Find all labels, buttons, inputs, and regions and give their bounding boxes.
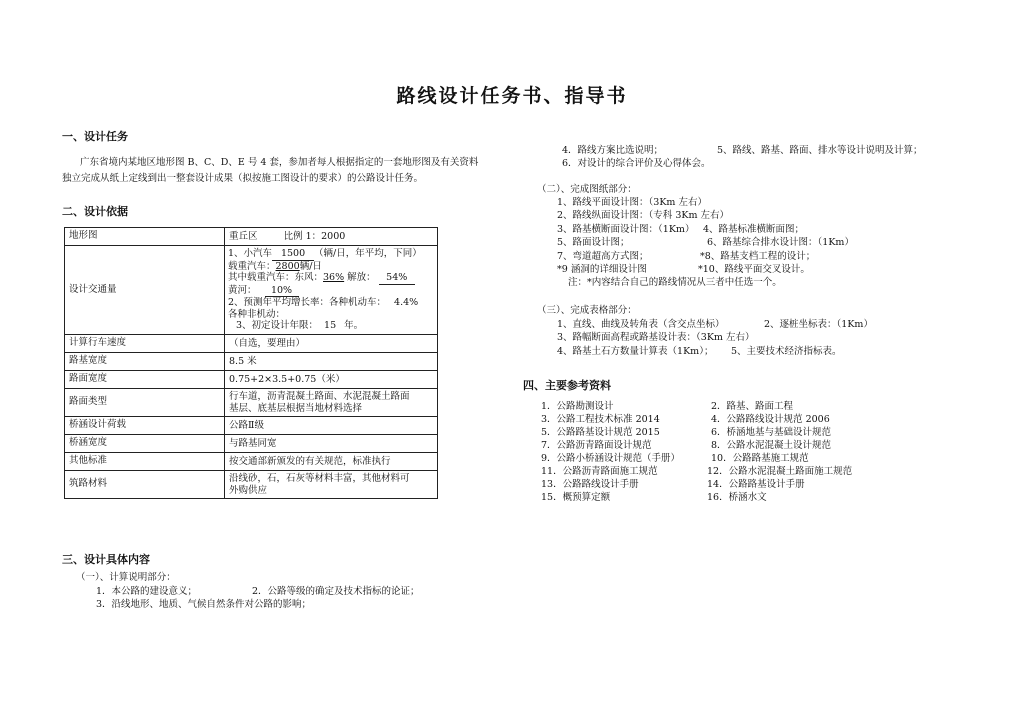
tables-part-heading: （三）、完成表格部分： xyxy=(537,305,637,316)
drawing-item: 7、弯道超高方式图； xyxy=(557,251,649,262)
truck-mix-prefix: 其中载重汽车：东风： xyxy=(228,272,324,284)
reference-item: 3．公路工程技术标准 2014 xyxy=(541,414,660,425)
drawing-item: *10、路线平面交叉设计。 xyxy=(698,264,810,275)
huanghe-share: 10% xyxy=(265,285,299,298)
section-4-heading: 四、主要参考资料 xyxy=(523,379,611,392)
calc-item-3: 3．沿线地形、地质、气候自然条件对公路的影响； xyxy=(96,599,312,610)
calc-item-4: 4．路线方案比选说明； xyxy=(562,145,664,156)
drawing-item: 3、路基横断面设计图：（1Km） xyxy=(557,224,695,235)
reference-item: 10．公路路基施工规范 xyxy=(711,453,809,464)
other-standard-label: 其他标准 xyxy=(65,453,225,471)
reference-item: 15．概预算定额 xyxy=(541,492,611,503)
reference-item: 12．公路水泥混凝土路面施工规范 xyxy=(707,466,853,477)
section-2-heading: 二、设计依据 xyxy=(62,205,128,218)
reference-item: 11．公路沥青路面施工规范 xyxy=(541,466,658,477)
table-row xyxy=(65,371,438,389)
reference-item: 1．公路勘测设计 xyxy=(541,401,614,412)
document-title: 路线设计任务书、指导书 xyxy=(396,85,628,107)
car-volume: 1500 xyxy=(272,248,314,261)
bridge-load-value: 公路Ⅱ级 xyxy=(225,417,438,435)
terrain-label: 地形图 xyxy=(65,228,225,246)
traffic-value xyxy=(225,246,438,335)
reference-item: 6．桥涵地基与基础设计规范 xyxy=(711,427,832,438)
calc-item-1: 1．本公路的建设意义； xyxy=(96,586,198,597)
material-line-2: 外购供应 xyxy=(229,484,268,496)
growth-prefix: 2、预测年平均增长率：各种机动车： xyxy=(228,297,387,309)
table-row xyxy=(65,389,438,417)
drawings-part-heading: （二）、完成图纸部分： xyxy=(537,184,637,195)
table-item: 3、路幅断面高程或路基设计表：（3Km 左右） xyxy=(557,332,755,343)
pavement-type-value xyxy=(225,389,438,417)
calc-item-2: 2．公路等级的确定及技术指标的论证； xyxy=(252,586,420,597)
reference-item: 4．公路路线设计规范 2006 xyxy=(711,414,830,425)
table-row xyxy=(65,453,438,471)
pavement-width-value: 0.75+2×3.5+0.75（米） xyxy=(225,371,438,389)
table-row xyxy=(65,228,438,246)
reference-item: 9．公路小桥涵设计规范（手册） xyxy=(541,453,681,464)
pavement-type-line-1: 行车道，沥青混凝土路面、水泥混凝土路面 xyxy=(229,391,410,403)
reference-item: 2．路基、路面工程 xyxy=(711,401,794,412)
drawing-item: 5、路面设计图； xyxy=(557,237,630,248)
task-paragraph-line-1: 广东省境内某地区地形图 B、C、D、E 号 4 套，参加者每人根据指定的一套地形图及有关资料 xyxy=(80,157,479,168)
car-suffix: （辆/日，年平均，下同） xyxy=(314,248,422,259)
truck-prefix: 载重汽车： xyxy=(228,260,276,272)
table-row xyxy=(65,246,438,335)
non-motor-label: 各种非机动： xyxy=(228,308,286,320)
huanghe-label: 黄河： xyxy=(228,284,257,296)
task-paragraph-line-2: 独立完成从纸上定线到出一整套设计成果（拟按施工图设计的要求）的公路设计任务。 xyxy=(62,173,424,184)
bridge-load-label: 桥涵设计荷载 xyxy=(65,417,225,435)
material-label: 筑路材料 xyxy=(65,471,225,499)
calc-part-heading: （一）、计算说明部分： xyxy=(76,572,176,583)
jiefang-label: 解放： xyxy=(347,272,376,284)
drawings-note: 注：*内容结合自己的路线情况从三者中任选一个。 xyxy=(568,277,782,288)
design-years-suffix: 年。 xyxy=(344,320,364,332)
truck-suffix: 辆/日 xyxy=(299,260,322,272)
design-years: 15 xyxy=(324,320,337,332)
reference-item: 7．公路沥青路面设计规范 xyxy=(541,440,652,451)
table-item: 2、逐桩坐标表：（1Km） xyxy=(764,319,873,330)
drawing-item: *9 涵洞的详细设计图 xyxy=(557,264,647,275)
table-row xyxy=(65,435,438,453)
pavement-type-label: 路面类型 xyxy=(65,389,225,417)
section-3-heading: 三、设计具体内容 xyxy=(62,553,150,566)
reference-item: 8．公路水泥混凝土设计规范 xyxy=(711,440,832,451)
dongfeng-share: 36% xyxy=(323,272,345,284)
calc-item-6: 6．对设计的综合评价及心得体会。 xyxy=(562,158,711,169)
section-1-heading: 一、设计任务 xyxy=(62,130,128,143)
drawing-item: *8、路基支档工程的设计； xyxy=(700,251,816,262)
roadbed-width-value: 8.5 米 xyxy=(225,353,438,371)
table-row xyxy=(65,471,438,499)
terrain-value xyxy=(225,228,438,246)
drawing-item: 1、路线平面设计图：（3Km 左右） xyxy=(557,197,707,208)
design-years-prefix: 3、初定设计年限： xyxy=(236,320,319,332)
reference-item: 5．公路路基设计规范 2015 xyxy=(541,427,660,438)
growth-rate: 4.4% xyxy=(394,297,419,309)
bridge-width-value: 与路基同宽 xyxy=(225,435,438,453)
table-row xyxy=(65,353,438,371)
other-standard-value: 按交通部新颁发的有关规范，标准执行 xyxy=(225,453,438,471)
calc-item-5: 5、路线、路基、路面、排水等设计说明及计算； xyxy=(717,145,923,156)
drawing-item: 4、路基标准横断面图； xyxy=(703,224,805,235)
drawing-item: 2、路线纵面设计图：（专科 3Km 左右） xyxy=(557,210,729,221)
table-item: 4、路基土石方数量计算表（1Km）； xyxy=(557,346,714,357)
terrain-type: 重丘区 xyxy=(229,230,258,242)
table-row xyxy=(65,417,438,435)
pavement-width-label: 路面宽度 xyxy=(65,371,225,389)
terrain-scale: 比例 1：2000 xyxy=(283,230,346,242)
jiefang-share: 54% xyxy=(379,272,415,285)
speed-label: 计算行车速度 xyxy=(65,335,225,353)
table-item: 5、主要技术经济指标表。 xyxy=(731,346,842,357)
reference-item: 16．桥涵水文 xyxy=(707,492,767,503)
reference-item: 13．公路路线设计手册 xyxy=(541,479,639,490)
table-item: 1、直线、曲线及转角表（含交点坐标） xyxy=(557,319,725,330)
car-prefix: 1、小汽车 xyxy=(228,248,273,259)
roadbed-width-label: 路基宽度 xyxy=(65,353,225,371)
table-row xyxy=(65,335,438,353)
material-line-1: 沿线砂，石，石灰等材料丰富，其他材料可 xyxy=(229,473,410,485)
truck-volume: 2800 xyxy=(275,260,300,272)
drawing-item: 6、路基综合排水设计图：（1Km） xyxy=(707,237,854,248)
traffic-label: 设计交通量 xyxy=(65,246,225,335)
pavement-type-line-2: 基层、底基层根据当地材料选择 xyxy=(229,402,363,414)
design-basis-table xyxy=(64,227,438,499)
reference-item: 14．公路路基设计手册 xyxy=(707,479,805,490)
bridge-width-label: 桥涵宽度 xyxy=(65,435,225,453)
material-value xyxy=(225,471,438,499)
speed-value: （自选，要理由） xyxy=(225,335,438,353)
